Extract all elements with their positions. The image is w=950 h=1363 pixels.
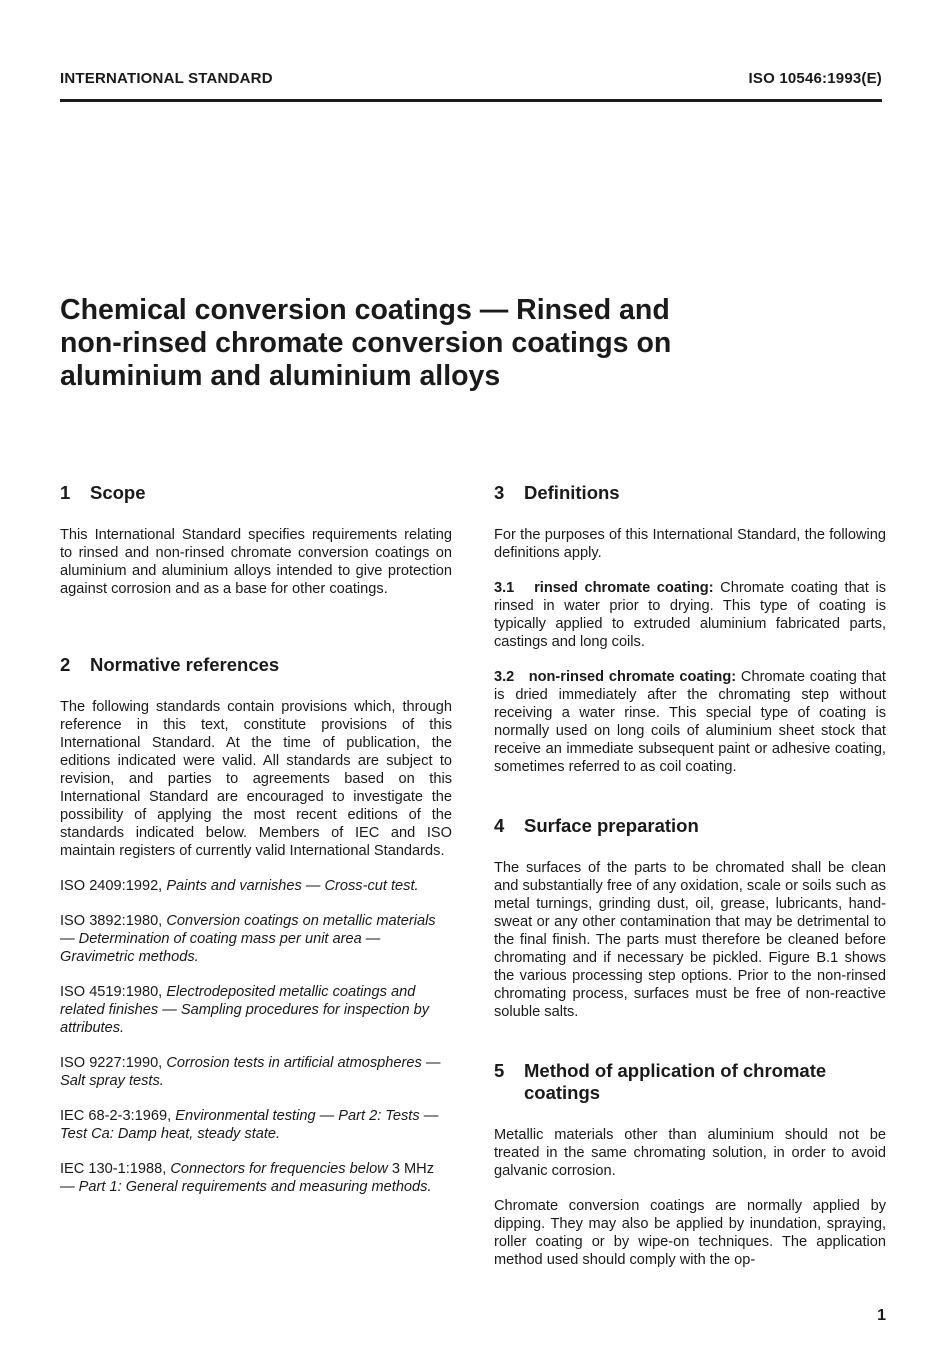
section-definitions-heading (494, 482, 886, 504)
section-title: Surface preparation (524, 815, 699, 836)
section-surface-heading (494, 815, 886, 837)
method-paragraph-2: Chromate conversion coatings are normally applied by dipping. They may also be applied by inundation, spraying, roller coating or by wipe-on techniques. The application method used should comply with the op- (494, 1198, 886, 1268)
section-scope-heading (60, 482, 452, 504)
reference-item (60, 1054, 452, 1090)
section-number: 1 (60, 482, 71, 503)
section-title: Method of application of chromate coatings (524, 1060, 827, 1103)
surface-paragraph: The surfaces of the parts to be chromated shall be clean and substantially free of any oxidation, scale or soils such as metal turnings, grinding dust, oil, grease, lubricants, hand-sweat or any other contamination that may be detrimental to the final finish. The parts must therefore be cleaned before chromating and if necessary be pickled. Figure B.1 shows the various processing step options. Prior to the non-rinsed chromating process, surfaces must be free of non-reactive soluble salts. (494, 860, 886, 1020)
definition-item (494, 579, 886, 651)
reference-title: Conversion coatings on metallic materials — Determination of coating mass per unit area — Gravimetric methods. (60, 913, 436, 965)
section-number: 3 (494, 482, 505, 503)
header-divider (60, 99, 882, 102)
reference-item (60, 877, 452, 895)
reference-title: Electrodeposited metallic coatings and related finishes — Sampling procedures for inspection by attributes. (60, 984, 430, 1036)
reference-code: ISO 9227:1990, (60, 1055, 163, 1071)
header-standard-type: INTERNATIONAL STANDARD (60, 70, 273, 87)
reference-frequency: 3 MHz — (60, 1161, 434, 1195)
section-number: 2 (60, 654, 71, 675)
method-paragraph-1: Metallic materials other than aluminium should not be treated in the same chromating solution, in order to avoid galvanic corrosion. (494, 1127, 886, 1179)
section-number: 5 (494, 1060, 505, 1081)
definition-term: rinsed chromate coating: (534, 580, 714, 596)
scope-paragraph: This International Standard specifies requirements relating to rinsed and non-rinsed chromate conversion coatings on aluminium and aluminium alloys intended to give protection against corrosion and as a base for other coatings. (60, 527, 452, 597)
reference-title-rest: Part 1: General requirements and measuring methods. (78, 1179, 432, 1195)
title-line-1: Chemical conversion coatings — Rinsed and (60, 294, 670, 326)
definition-number: 3.1 (494, 580, 515, 596)
section-spacer (494, 1038, 886, 1060)
definition-item (494, 668, 886, 776)
section-normative-heading (60, 654, 452, 676)
reference-code: ISO 3892:1980, (60, 913, 163, 929)
reference-title: Paints and varnishes — Cross-cut test. (166, 878, 419, 894)
left-column (60, 482, 452, 1213)
section-spacer (494, 793, 886, 815)
definition-number: 3.2 (494, 669, 515, 685)
reference-code: ISO 2409:1992, (60, 878, 163, 894)
reference-item (60, 1160, 452, 1196)
reference-code: ISO 4519:1980, (60, 984, 163, 1000)
normative-paragraph: The following standards contain provisions which, through reference in this text, constitute provisions of this International Standard. At the time of publication, the editions indicated were valid. All standards are subject to revision, and parties to agreements based on this International Standard are encouraged to investigate the possibility of applying the most recent editions of the standards indicated below. Members of IEC and ISO maintain registers of currently valid International Standards. (60, 699, 452, 859)
reference-code: IEC 68-2-3:1969, (60, 1108, 172, 1124)
reference-item (60, 1107, 452, 1143)
page-number: 1 (877, 1307, 886, 1324)
definition-text: Chromate coating that is dried immediately after the chromating step without receiving a water rinse. This special type of coating is normally used on long coils of aluminium sheet stock that receive an immediate subsequent paint or adhesive coating, sometimes referred to as coil coating. (494, 669, 886, 775)
section-spacer (60, 615, 452, 654)
section-title: Definitions (524, 482, 620, 503)
section-number: 4 (494, 815, 505, 836)
section-title: Normative references (90, 654, 280, 675)
title-line-3: aluminium and aluminium alloys (60, 360, 501, 392)
right-column (494, 482, 886, 1286)
reference-title: Environmental testing — Part 2: Tests — Test Ca: Damp heat, steady state. (60, 1108, 439, 1142)
reference-item (60, 983, 452, 1037)
reference-title: Corrosion tests in artificial atmospheres — Salt spray tests. (60, 1055, 441, 1089)
definition-text: Chromate coating that is rinsed in water prior to drying. This type of coating is typically applied to extruded aluminium fabricated parts, castings and long coils. (494, 580, 886, 650)
definitions-intro: For the purposes of this International Standard, the following definitions apply. (494, 527, 886, 561)
document-title (60, 294, 760, 393)
section-title: Scope (90, 482, 146, 503)
definition-term: non-rinsed chromate coating: (528, 669, 737, 685)
reference-code: IEC 130-1:1988, (60, 1161, 167, 1177)
header-document-id: ISO 10546:1993(E) (748, 70, 882, 87)
reference-item (60, 912, 452, 966)
section-method-heading (494, 1060, 886, 1104)
title-line-2: non-rinsed chromate conversion coatings on (60, 327, 672, 359)
reference-title: Connectors for frequencies below (170, 1161, 388, 1177)
